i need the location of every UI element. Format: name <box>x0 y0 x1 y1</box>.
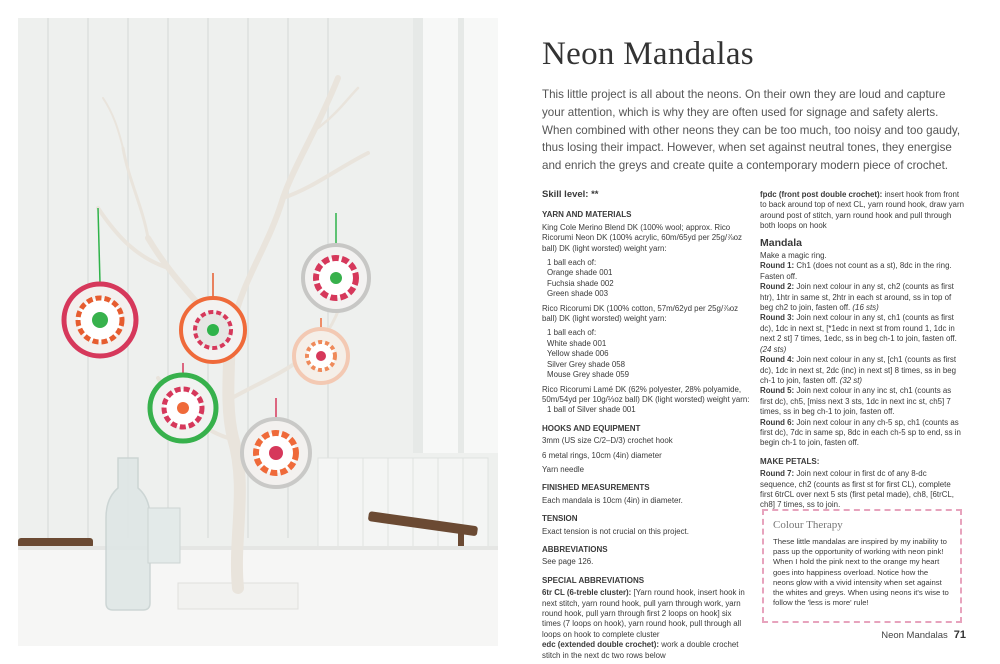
abbreviations-heading: ABBREVIATIONS <box>542 544 608 554</box>
glass <box>148 508 180 563</box>
materials-column <box>542 190 752 661</box>
abbreviations-text: See page 126. <box>542 557 594 567</box>
yarn-each: 1 ball of Silver shade 001 <box>547 405 636 415</box>
round-text: Join next colour in any st, ch1 (counts as first dc), 1dc in next st, [*1edc in next st from round 1, 1dc in next 2 st] 7 times, 1edc, ss in beg ch-1 to join, fasten off. <box>760 313 957 344</box>
window <box>413 18 498 453</box>
round-instruction <box>760 282 965 313</box>
round-label: Round 1: <box>760 261 795 271</box>
sidebar-text: These little mandalas are inspired by my inability to pass up the opportunity of working with neon pink! When I hold the pink next to the orange my heart goes into happiness overload. Notice how the neons glow with a vivid intensity when set against the whites and greys. When using neons it's wise to follow the 'less is more' rule! <box>773 537 949 608</box>
yarn-intro: King Cole Merino Blend DK (100% wool; approx. Rico Ricorumi Neon DK (100% acrylic, 60m/65yd per 25g/⅞oz ball) DK (light worsted) weight yarn: <box>542 222 742 253</box>
stitch-count: (32 st) <box>837 375 863 385</box>
stitch-count: (24 sts) <box>760 344 787 354</box>
hooks-item: 3mm (US size C/2–D/3) crochet hook <box>542 436 673 446</box>
yarn-item: Yellow shade 006 <box>547 349 609 359</box>
yarn-heading: YARN AND MATERIALS <box>542 210 632 220</box>
sidebar-title: Colour Therapy <box>773 519 843 531</box>
yarn-each: 1 ball each of: <box>547 328 597 338</box>
stitch-count: (16 sts) <box>850 303 879 313</box>
round-instruction <box>760 261 965 282</box>
term: edc (extended double crochet): <box>542 640 660 650</box>
page-footer <box>881 629 966 641</box>
petals-heading: MAKE PETALS: <box>760 456 820 466</box>
page-number: 71 <box>953 629 966 641</box>
hooks-item: 6 metal rings, 10cm (4in) diameter <box>542 450 662 460</box>
hooks-item: Yarn needle <box>542 464 584 474</box>
yarn-item: Green shade 003 <box>547 289 608 299</box>
instruction: Make a magic ring. <box>760 251 827 261</box>
finished-heading: FINISHED MEASUREMENTS <box>542 483 650 493</box>
hooks-heading: HOOKS AND EQUIPMENT <box>542 423 641 433</box>
special-abbreviation <box>760 190 965 232</box>
round-text: Join next colour in any st, [ch1 (counts as first dc), 1dc in next st, 2dc (inc) in next st] 8 times, ss in beg ch-1 to join, fasten off. <box>760 355 957 385</box>
photo-illustration <box>18 18 498 646</box>
running-footer-title: Neon Mandalas <box>881 630 948 641</box>
yarn-intro: Rico Ricorumi DK (100% cotton, 57m/62yd per 25g/⅞oz ball) DK (light worsted) weight yarn: <box>542 303 739 324</box>
skill-level: Skill level: ** <box>542 189 599 200</box>
yarn-item: Mouse Grey shade 059 <box>547 370 630 380</box>
definition: work a double crochet stitch in the next dc two rows below <box>542 640 739 660</box>
pattern-column <box>760 190 965 511</box>
special-abbreviation <box>542 588 752 640</box>
page-title: Neon Mandalas <box>542 36 754 72</box>
definition: [Yarn round hook, insert hook in next stitch, yarn round hook, pull yarn through work, yarn round hook, pull yarn through first 2 loops on hook] six times (7 loops on hook), yarn round hook, pull through all loops on hook to complete cluster <box>542 588 745 639</box>
round-text: Join next colour in any ch-5 sp, ch1 (counts as first dc), 7dc in same sp, 8dc in each ch-5 sp to end, ss in begin ch-1 to join, fasten off. <box>760 417 961 448</box>
round-label: Round 3: <box>760 313 795 323</box>
yarn-intro: Rico Ricorumi Lamé DK (62% polyester, 28% polyamide, 50m/54yd per 10g/⅓oz ball) DK (light worsted) weight yarn: <box>542 384 750 404</box>
tension-heading: TENSION <box>542 514 578 524</box>
yarn-item: Orange shade 001 <box>547 268 613 278</box>
round-label: Round 6: <box>760 417 795 427</box>
round-text: Ch1 (does not count as a st), 8dc in the ring. Fasten off. <box>760 261 952 281</box>
yarn-item: Silver Grey shade 058 <box>547 359 626 369</box>
round-text: Join next colour in first dc of any 8-dc sequence, ch2 (counts as first st for first CL), complete first 6trCL over next 5 sts (first petal made), ch8, [6trCL, ch8] 7 times, ss to join. <box>760 469 954 510</box>
round-label: Round 7: <box>760 469 795 479</box>
round-instruction <box>760 418 965 449</box>
round-instruction <box>760 386 965 417</box>
term: 6tr CL (6-treble cluster): <box>542 588 632 598</box>
definition: insert hook from front to back around top of next CL, yarn round hook, draw yarn around post of stitch, yarn round hook and pull through both loops on hook <box>760 190 964 231</box>
term: fpdc (front post double crochet): <box>760 190 883 199</box>
special-abbreviations-heading: SPECIAL ABBREVIATIONS <box>542 575 645 585</box>
intro-paragraph: This little project is all about the neons. On their own they are loud and capture your attention, which is why they are often used for signage and safety alerts. When combined with other neons they can be too much, too noisy and too gaudy, thus losing their impact. However, when set against neutral tones, they energise and enrich the greys and create quite a contemporary modern piece of crochet. <box>542 88 961 173</box>
yarn-each: 1 ball each of: <box>547 258 597 268</box>
round-instruction <box>760 355 965 386</box>
round-instruction <box>760 469 965 511</box>
round-text: Join next colour in any inc st, ch1 (counts as first dc), ch5, [miss next 3 sts, 1dc in next inc st, ch5] 7 times, ss in beg ch-1 to join, fasten off. <box>760 386 952 417</box>
round-label: Round 2: <box>760 282 795 292</box>
tension-text: Exact tension is not crucial on this project. <box>542 526 689 536</box>
round-text: Join next colour in any st, ch2 (counts as first htr), 1htr in same st, 2htr in each st around, ss in top of beg ch2 to join, fasten off. <box>760 282 954 313</box>
yarn-item: White shade 001 <box>547 338 607 348</box>
project-photo <box>18 18 498 646</box>
round-label: Round 4: <box>760 355 795 365</box>
finished-text: Each mandala is 10cm (4in) in diameter. <box>542 495 683 505</box>
mandala-heading: Mandala <box>760 236 803 249</box>
round-instruction <box>760 313 965 355</box>
yarn-item: Fuchsia shade 002 <box>547 278 614 288</box>
round-label: Round 5: <box>760 386 795 396</box>
special-abbreviation <box>542 640 752 661</box>
colour-therapy-box <box>762 509 962 623</box>
